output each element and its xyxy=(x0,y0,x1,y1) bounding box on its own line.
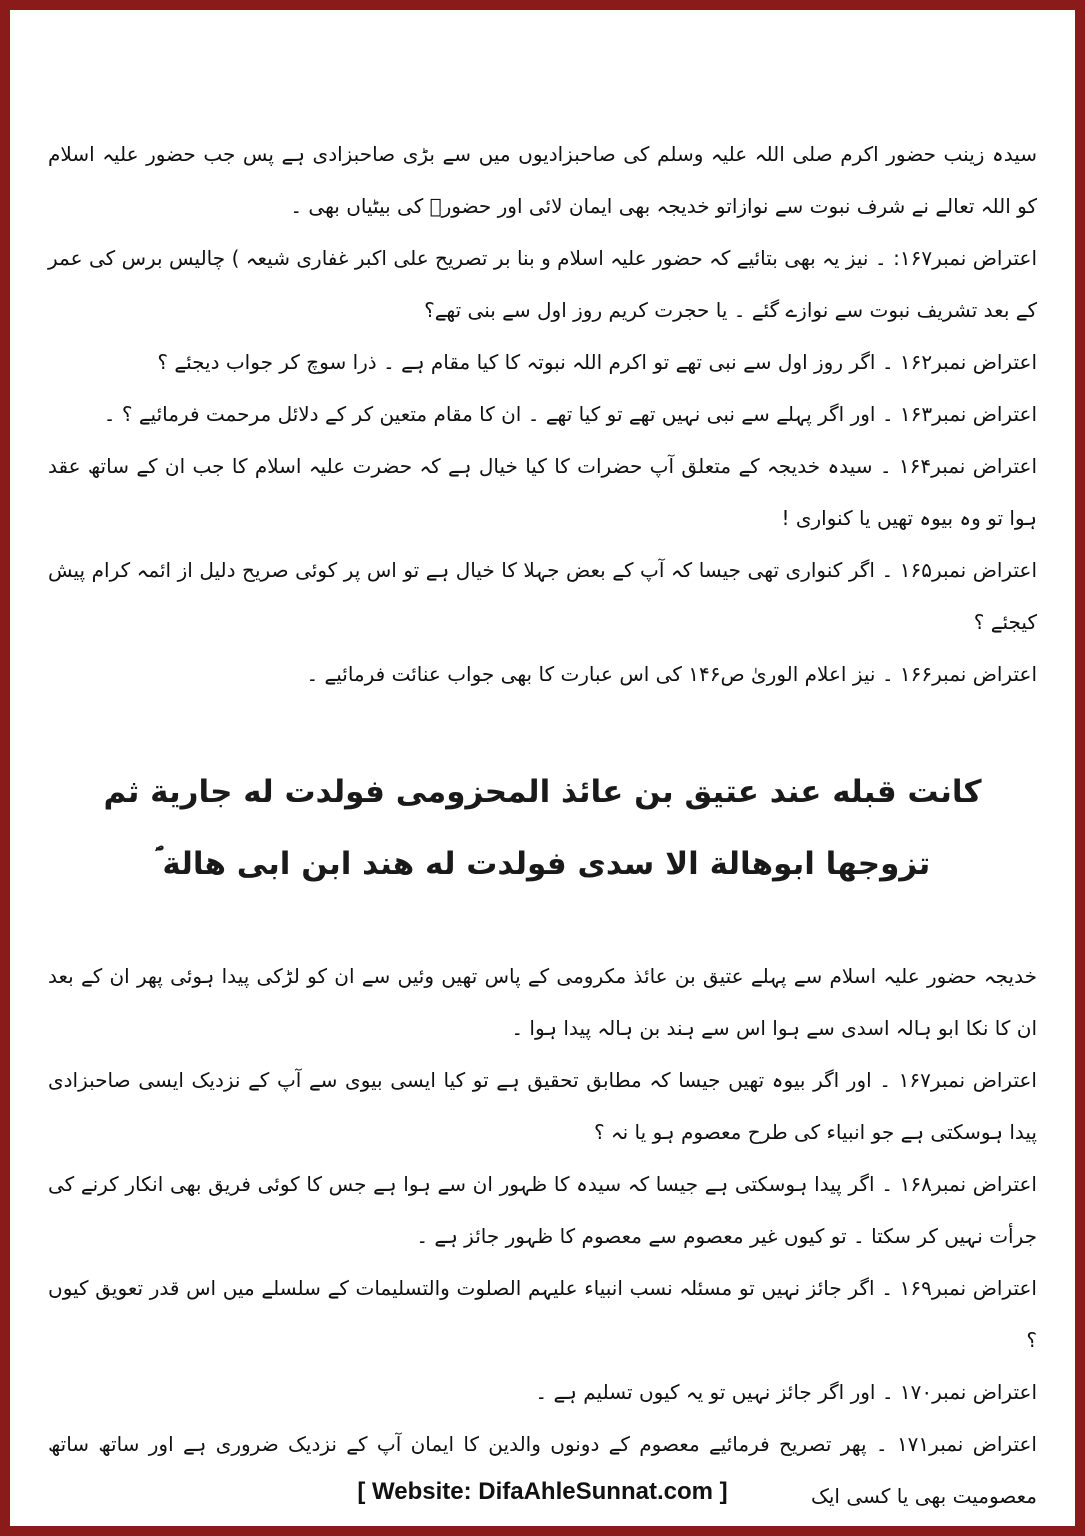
objection-170: اعتراض نمبر۱۷۰ ۔ اور اگر جائز نہیں تو یہ کیوں تسلیم ہے ۔ xyxy=(535,1380,1037,1404)
objection-168: اعتراض نمبر۱۶۸ ۔ اگر پیدا ہوسکتی ہے جیسا کہ سیدہ کا ظہور ان سے ہوا ہے جس کا کوئی فریق بھی انکار کرنے کی جرأت نہیں کر سکتا ۔ تو کیوں غیر معصوم سے معصوم کا ظہور جائز ہے ۔ xyxy=(48,1172,1037,1248)
objection-169: اعتراض نمبر۱۶۹ ۔ اگر جائز نہیں تو مسئلہ نسب انبیاء علیہم الصلوت والتسلیمات کے سلسلے میں اس قدر تعویق کیوں ؟ xyxy=(48,1276,1037,1352)
objection-166: اعتراض نمبر۱۶۶ ۔ نیز اعلام الوریٰ ص۱۴۶ کی اس عبارت کا بھی جواب عنائت فرمائیے ۔ xyxy=(306,662,1037,686)
paragraph-khadija: خدیجہ حضور علیہ اسلام سے پہلے عتیق بن عائذ مکرومی کے پاس تھیں وئیں سے ان کو لڑکی پیدا ہوئی پھر ان کے بعد ان کا نکا ابو ہالہ اسدی سے ہوا اس سے ہند بن ہالہ پیدا ہوا ۔ xyxy=(48,964,1037,1040)
document-body xyxy=(48,128,1037,1522)
website-footer: [ Website: DifaAhleSunnat.com ] xyxy=(357,1478,728,1505)
objection-161: اعتراض نمبر۱۶۷: ۔ نیز یہ بھی بتائیے کہ حضور علیہ اسلام و بنا بر تصریح علی اکبر غفاری شیعہ ) چالیس برس کی عمر کے بعد تشریف نبوت سے نوازے گئے ۔ یا حجرت کریم روز اول سے بنی تھے؟ xyxy=(48,246,1037,322)
objection-163: اعتراض نمبر۱۶۳ ۔ اور اگر پہلے سے نبی نہیں تھے تو کیا تھے ۔ ان کا مقام متعین کر کے دلائل مرحمت فرمائیے ؟ ۔ xyxy=(103,402,1037,426)
objection-165: اعتراض نمبر۱۶۵ ۔ اگر کنواری تھی جیسا کہ آپ کے بعض جہلا کا خیال ہے تو اس پر کوئی صریح دلیل از ائمہ کرام پیش کیجئے ؟ xyxy=(48,558,1037,634)
objection-167: اعتراض نمبر۱۶۷ ۔ اور اگر بیوہ تھیں جیسا کہ مطابق تحقیق ہے تو کیا ایسی بیوی سے آپ کے نزدیک ایسی صاحبزادی پیدا ہوسکتی ہے جو انبیاء کی طرح معصوم ہو یا نہ ؟ xyxy=(48,1068,1037,1144)
objection-164: اعتراض نمبر۱۶۴ ۔ سیدہ خدیجہ کے متعلق آپ حضرات کا کیا خیال ہے کہ حضرت علیہ اسلام کا جب ان کے ساتھ عقد ہوا تو وہ بیوہ تھیں یا کنواری ! xyxy=(48,454,1038,530)
objection-162: اعتراض نمبر۱۶۲ ۔ اگر روز اول سے نبی تھے تو اکرم اللہ نبوتہ کا کیا مقام ہے ۔ ذرا سوچ کر جواب دیجئے ؟ xyxy=(157,350,1037,374)
paragraph-zainab: سیدہ زینب حضور اکرم صلی اللہ علیہ وسلم کی صاحبزادیوں میں سے بڑی صاحبزادی ہے پس جب حضور علیہ اسلام کو اللہ تعالے نے شرف نبوت سے نوازاتو خدیجہ بھی ایمان لائی اور حضورؐ کی بیٹیاں بھی ۔ xyxy=(48,142,1037,218)
objection-171: اعتراض نمبر۱۷۱ ۔ پھر تصریح فرمائیے معصوم کے دونوں والدین کا ایمان آپ کے نزدیک ضروری ہے اور ساتھ ساتھ معصومیت بھی یا کسی ایک xyxy=(48,1432,1037,1508)
arabic-quote: کانت قبله عند عتیق بن عائذ المحزومی فولدت له جاریة ثم تزوجها ابوهالة الا سدی فولدت له هند ابن ابی هالة ؐ xyxy=(103,774,982,882)
